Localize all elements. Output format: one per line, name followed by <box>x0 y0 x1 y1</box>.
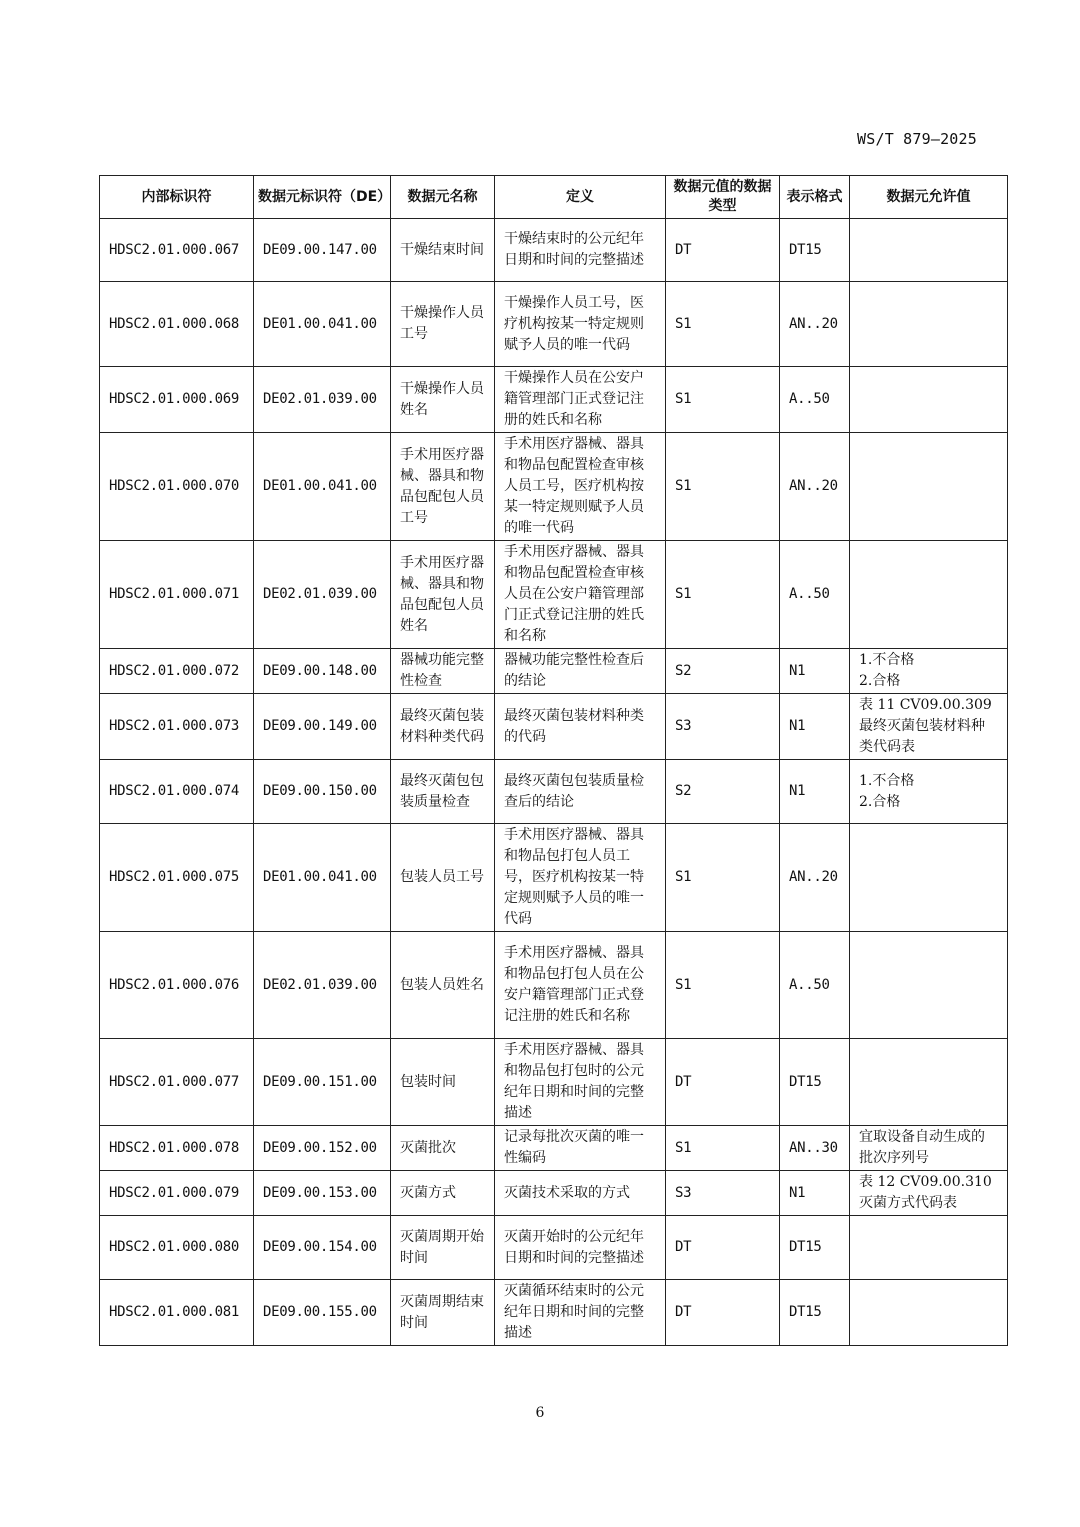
cell-allowed-values <box>850 367 1008 433</box>
col-header-internal-id: 内部标识符 <box>100 176 254 219</box>
cell-data-type: S2 <box>666 760 780 824</box>
cell-allowed-values <box>850 1039 1008 1126</box>
cell-definition: 干燥结束时的公元纪年日期和时间的完整描述 <box>495 219 666 282</box>
cell-data-type: DT <box>666 1280 780 1346</box>
table-header-row <box>100 176 1008 219</box>
cell-format: N1 <box>780 760 850 824</box>
col-header-name: 数据元名称 <box>391 176 495 219</box>
cell-name: 器械功能完整性检查 <box>391 649 495 694</box>
cell-definition: 灭菌循环结束时的公元纪年日期和时间的完整描述 <box>495 1280 666 1346</box>
table-row <box>100 932 1008 1039</box>
table-row <box>100 694 1008 760</box>
cell-de-id: DE09.00.150.00 <box>254 760 391 824</box>
cell-definition: 记录每批次灭菌的唯一性编码 <box>495 1126 666 1171</box>
cell-de-id: DE02.01.039.00 <box>254 932 391 1039</box>
cell-data-type: DT <box>666 1216 780 1280</box>
cell-internal-id: HDSC2.01.000.080 <box>100 1216 254 1280</box>
cell-data-type: S1 <box>666 932 780 1039</box>
cell-definition: 干燥操作人员在公安户籍管理部门正式登记注册的姓氏和名称 <box>495 367 666 433</box>
cell-data-type: S1 <box>666 433 780 541</box>
table-row <box>100 1126 1008 1171</box>
cell-format: DT15 <box>780 1039 850 1126</box>
cell-name: 最终灭菌包包装质量检查 <box>391 760 495 824</box>
table-row <box>100 760 1008 824</box>
cell-definition: 手术用医疗器械、器具和物品包打包人员在公安户籍管理部门正式登记注册的姓氏和名称 <box>495 932 666 1039</box>
table-row <box>100 282 1008 367</box>
col-header-definition: 定义 <box>495 176 666 219</box>
cell-de-id: DE09.00.151.00 <box>254 1039 391 1126</box>
cell-definition: 手术用医疗器械、器具和物品包配置检查审核人员工号，医疗机构按某一特定规则赋予人员的唯一代码 <box>495 433 666 541</box>
cell-internal-id: HDSC2.01.000.078 <box>100 1126 254 1171</box>
cell-internal-id: HDSC2.01.000.081 <box>100 1280 254 1346</box>
cell-definition: 灭菌技术采取的方式 <box>495 1171 666 1216</box>
cell-de-id: DE02.01.039.00 <box>254 541 391 649</box>
cell-format: A..50 <box>780 367 850 433</box>
cell-allowed-values: 1.不合格 2.合格 <box>850 760 1008 824</box>
cell-name: 包装人员工号 <box>391 824 495 932</box>
cell-name: 灭菌方式 <box>391 1171 495 1216</box>
cell-internal-id: HDSC2.01.000.074 <box>100 760 254 824</box>
cell-allowed-values <box>850 824 1008 932</box>
cell-definition: 灭菌开始时的公元纪年日期和时间的完整描述 <box>495 1216 666 1280</box>
cell-name: 灭菌批次 <box>391 1126 495 1171</box>
cell-data-type: S3 <box>666 694 780 760</box>
table-row <box>100 1039 1008 1126</box>
cell-internal-id: HDSC2.01.000.076 <box>100 932 254 1039</box>
cell-de-id: DE09.00.155.00 <box>254 1280 391 1346</box>
cell-de-id: DE09.00.148.00 <box>254 649 391 694</box>
col-header-format: 表示格式 <box>780 176 850 219</box>
cell-allowed-values <box>850 1280 1008 1346</box>
cell-format: A..50 <box>780 932 850 1039</box>
cell-internal-id: HDSC2.01.000.079 <box>100 1171 254 1216</box>
cell-de-id: DE02.01.039.00 <box>254 367 391 433</box>
cell-internal-id: HDSC2.01.000.071 <box>100 541 254 649</box>
cell-data-type: S1 <box>666 282 780 367</box>
cell-allowed-values: 1.不合格 2.合格 <box>850 649 1008 694</box>
table-row <box>100 1280 1008 1346</box>
cell-allowed-values <box>850 541 1008 649</box>
cell-name: 手术用医疗器械、器具和物品包配包人员姓名 <box>391 541 495 649</box>
cell-de-id: DE01.00.041.00 <box>254 282 391 367</box>
cell-data-type: S3 <box>666 1171 780 1216</box>
cell-format: AN..20 <box>780 824 850 932</box>
data-element-table <box>99 175 1008 1346</box>
table-row <box>100 649 1008 694</box>
col-header-de-id: 数据元标识符（DE） <box>254 176 391 219</box>
cell-name: 灭菌周期结束时间 <box>391 1280 495 1346</box>
cell-format: N1 <box>780 649 850 694</box>
page-number: 6 <box>535 1405 545 1421</box>
cell-definition: 器械功能完整性检查后的结论 <box>495 649 666 694</box>
cell-name: 最终灭菌包装材料种类代码 <box>391 694 495 760</box>
cell-allowed-values: 宜取设备自动生成的批次序列号 <box>850 1126 1008 1171</box>
cell-internal-id: HDSC2.01.000.075 <box>100 824 254 932</box>
cell-definition: 干燥操作人员工号，医疗机构按某一特定规则赋予人员的唯一代码 <box>495 282 666 367</box>
cell-allowed-values: 表 12 CV09.00.310 灭菌方式代码表 <box>850 1171 1008 1216</box>
cell-format: AN..20 <box>780 433 850 541</box>
cell-format: DT15 <box>780 219 850 282</box>
table-row <box>100 367 1008 433</box>
cell-definition: 最终灭菌包包装质量检查后的结论 <box>495 760 666 824</box>
cell-allowed-values <box>850 932 1008 1039</box>
cell-name: 灭菌周期开始时间 <box>391 1216 495 1280</box>
cell-allowed-values <box>850 1216 1008 1280</box>
cell-format: AN..30 <box>780 1126 850 1171</box>
table-row <box>100 1216 1008 1280</box>
cell-format: A..50 <box>780 541 850 649</box>
cell-name: 包装时间 <box>391 1039 495 1126</box>
cell-internal-id: HDSC2.01.000.070 <box>100 433 254 541</box>
cell-de-id: DE01.00.041.00 <box>254 433 391 541</box>
col-header-data-type: 数据元值的数据类型 <box>666 176 780 219</box>
cell-internal-id: HDSC2.01.000.073 <box>100 694 254 760</box>
cell-de-id: DE09.00.149.00 <box>254 694 391 760</box>
cell-name: 干燥操作人员姓名 <box>391 367 495 433</box>
cell-data-type: S1 <box>666 824 780 932</box>
cell-data-type: S1 <box>666 541 780 649</box>
table-row <box>100 541 1008 649</box>
cell-allowed-values <box>850 433 1008 541</box>
cell-internal-id: HDSC2.01.000.077 <box>100 1039 254 1126</box>
cell-data-type: S1 <box>666 367 780 433</box>
cell-de-id: DE09.00.154.00 <box>254 1216 391 1280</box>
cell-name: 手术用医疗器械、器具和物品包配包人员工号 <box>391 433 495 541</box>
cell-definition: 手术用医疗器械、器具和物品包配置检查审核人员在公安户籍管理部门正式登记注册的姓氏和名称 <box>495 541 666 649</box>
table-body <box>100 219 1008 1346</box>
cell-name: 干燥结束时间 <box>391 219 495 282</box>
cell-definition: 手术用医疗器械、器具和物品包打包时的公元纪年日期和时间的完整描述 <box>495 1039 666 1126</box>
cell-de-id: DE09.00.152.00 <box>254 1126 391 1171</box>
cell-internal-id: HDSC2.01.000.068 <box>100 282 254 367</box>
cell-de-id: DE09.00.153.00 <box>254 1171 391 1216</box>
cell-format: AN..20 <box>780 282 850 367</box>
cell-allowed-values <box>850 282 1008 367</box>
col-header-allowed-values: 数据元允许值 <box>850 176 1008 219</box>
cell-data-type: DT <box>666 1039 780 1126</box>
cell-format: N1 <box>780 1171 850 1216</box>
cell-data-type: DT <box>666 219 780 282</box>
cell-de-id: DE09.00.147.00 <box>254 219 391 282</box>
table-row <box>100 219 1008 282</box>
table-row <box>100 1171 1008 1216</box>
cell-data-type: S1 <box>666 1126 780 1171</box>
table-row <box>100 433 1008 541</box>
standard-code: WS/T 879—2025 <box>857 130 977 148</box>
cell-allowed-values: 表 11 CV09.00.309 最终灭菌包装材料种类代码表 <box>850 694 1008 760</box>
cell-name: 干燥操作人员工号 <box>391 282 495 367</box>
cell-de-id: DE01.00.041.00 <box>254 824 391 932</box>
cell-definition: 手术用医疗器械、器具和物品包打包人员工号，医疗机构按某一特定规则赋予人员的唯一代码 <box>495 824 666 932</box>
cell-format: DT15 <box>780 1280 850 1346</box>
cell-name: 包装人员姓名 <box>391 932 495 1039</box>
cell-format: DT15 <box>780 1216 850 1280</box>
cell-internal-id: HDSC2.01.000.072 <box>100 649 254 694</box>
cell-internal-id: HDSC2.01.000.067 <box>100 219 254 282</box>
cell-internal-id: HDSC2.01.000.069 <box>100 367 254 433</box>
cell-definition: 最终灭菌包装材料种类的代码 <box>495 694 666 760</box>
table-row <box>100 824 1008 932</box>
cell-format: N1 <box>780 694 850 760</box>
cell-data-type: S2 <box>666 649 780 694</box>
cell-allowed-values <box>850 219 1008 282</box>
